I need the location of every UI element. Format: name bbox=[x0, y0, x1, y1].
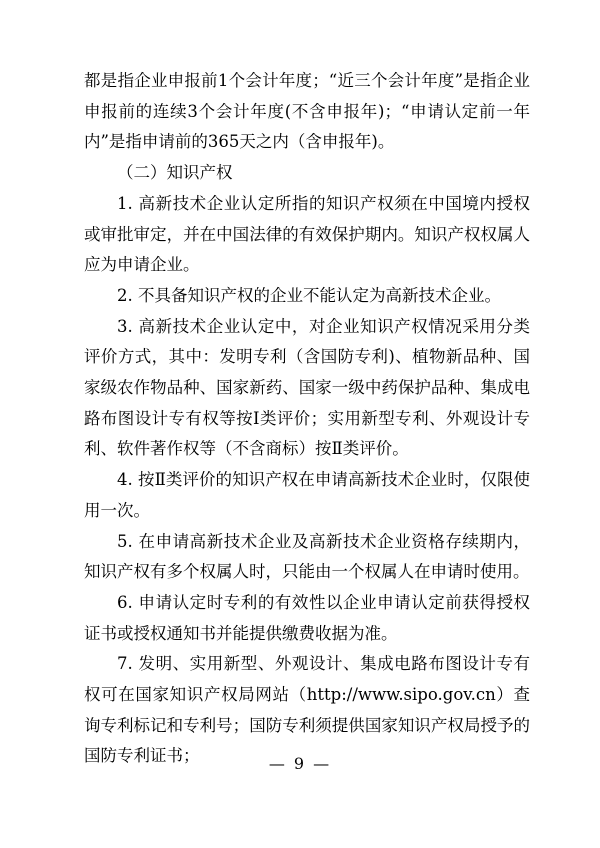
list-item: 7. 发明、实用新型、外观设计、集成电路布图设计专有权可在国家知识产权局网站（http://www.sipo.gov.cn）查询专利标记和专利号；国防专利须提供国家知识产权局授予的国防专利证书； bbox=[84, 654, 530, 766]
section-heading: （二）知识产权 bbox=[117, 163, 233, 183]
body-text bbox=[84, 66, 530, 772]
list-item: 2. 不具备知识产权的企业不能认定为高新技术企业。 bbox=[117, 285, 501, 305]
list-item: 3. 高新技术企业认定中，对企业知识产权情况采用分类评价方式，其中：发明专利（含国防专利)、植物新品种、国家级农作物品种、国家新药、国家一级中药保护品种、集成电路布图设计专有权等按Ⅰ类评价；实用新型专利、外观设计专利、软件著作权等（不含商标）按Ⅱ类评价。 bbox=[84, 316, 530, 459]
list-item: 5. 在申请高新技术企业及高新技术企业资格存续期内，知识产权有多个权属人时，只能由一个权属人在申请时使用。 bbox=[84, 531, 530, 582]
intro-paragraph: 都是指企业申报前1个会计年度；“近三个会计年度”是指企业申报前的连续3个会计年度(不含申报年)；“申请认定前一年内”是指申请前的365天之内（含申报年)。 bbox=[84, 71, 530, 152]
list-item: 6. 申请认定时专利的有效性以企业申请认定前获得授权证书或授权通知书并能提供缴费收据为准。 bbox=[84, 592, 530, 643]
page-number: — 9 — bbox=[268, 754, 332, 773]
list-item: 1. 高新技术企业认定所指的知识产权须在中国境内授权或审批审定，并在中国法律的有效保护期内。知识产权权属人应为申请企业。 bbox=[84, 193, 530, 275]
list-item: 4. 按Ⅱ类评价的知识产权在申请高新技术企业时，仅限使用一次。 bbox=[84, 470, 530, 520]
